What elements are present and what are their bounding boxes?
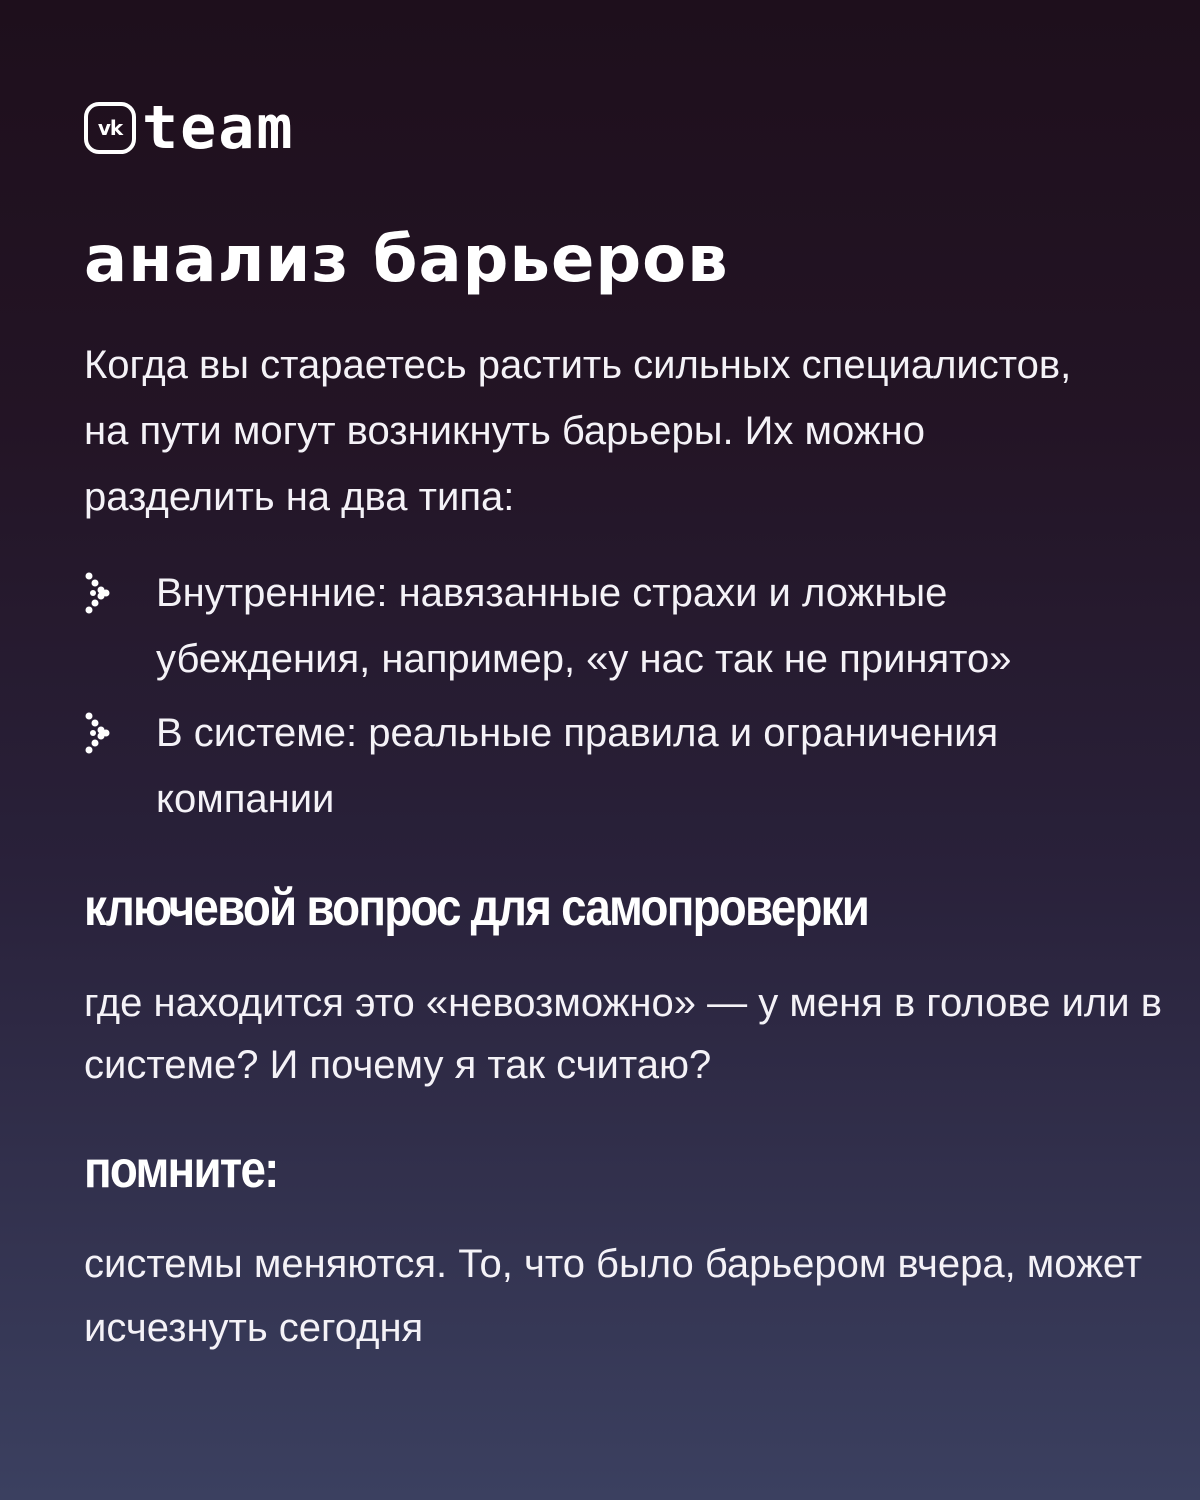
key-question-heading: ключевой вопрос для самопроверки [84, 879, 869, 937]
vk-team-logo [84, 93, 295, 163]
dotted-chevron-right-icon [84, 700, 156, 766]
vk-badge-icon [84, 102, 136, 154]
key-question-text: где находится это «невозможно» — у меня в голове или в системе? И почему я так считаю? [84, 981, 1162, 1087]
list-item [84, 700, 1164, 832]
intro-paragraph: Когда вы стараетесь растить сильных специалистов, на пути могут возникнуть барьеры. Их можно разделить на два типа: [84, 343, 1072, 519]
bullet-text-internal: Внутренние: навязанные страхи и ложные убеждения, например, «у нас так не принято» [156, 571, 1012, 681]
logo-wordmark: team [142, 93, 295, 163]
vk-badge-text: vk [97, 116, 123, 140]
remember-heading: помните: [84, 1141, 278, 1199]
dotted-chevron-right-icon [84, 560, 156, 626]
barrier-types-list [84, 560, 1164, 840]
remember-text: системы меняются. То, что было барьером вчера, может исчезнуть сегодня [84, 1242, 1143, 1350]
bullet-text-system: В системе: реальные правила и ограничения компании [156, 711, 999, 821]
list-item [84, 560, 1164, 692]
page-title: анализ барьеров [84, 223, 729, 297]
